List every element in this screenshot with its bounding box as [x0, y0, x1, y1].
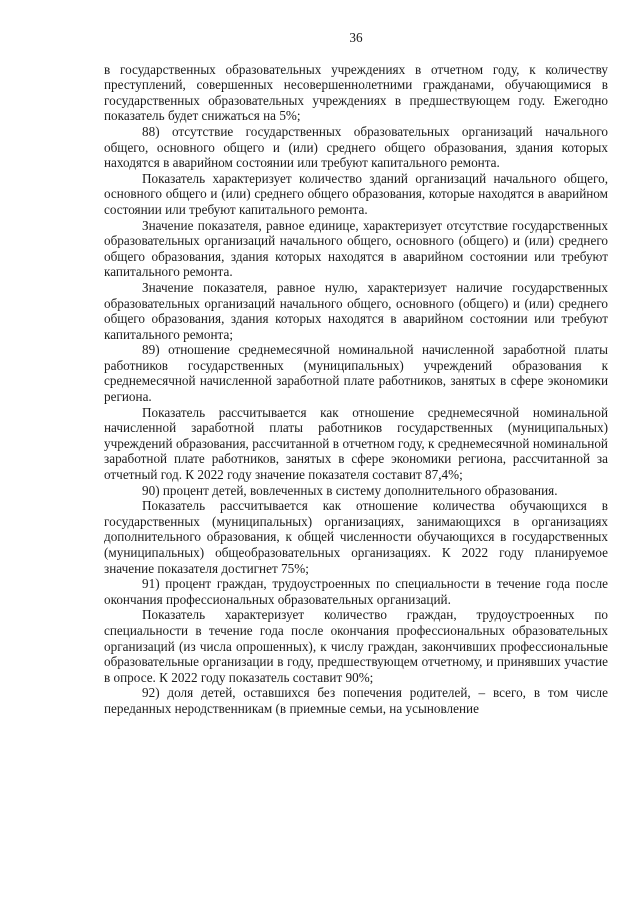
paragraph-88-description: Показатель характеризует количество зданий организаций начального общего, основного общего и (или) среднего общего образования, которые находятся в аварийном состоянии или требуют капитального ремонта. [104, 170, 608, 217]
paragraph-90-description: Показатель рассчитывается как отношение количества обучающихся в государственных (муниципальных) организациях, занимающихся в организациях дополнительного образования, к общей численности обучающихся в государственных (муниципальных) общеобразовательных организациях. К 2022 году планируемое значение показателя достигнет 75%; [104, 498, 608, 576]
paragraph-91-description: Показатель характеризует количество граждан, трудоустроенных по специальности в течение года после окончания профессиональных образовательных организаций (из числа опрошенных), к числу граждан, закончивших профессиональные образовательные организации в году, предшествующем отчетному, и принявших участие в опросе. К 2022 году показатель составит 90%; [104, 607, 608, 685]
paragraph-continuation: в государственных образовательных учреждениях в отчетном году, к количеству преступлений, совершенных несовершеннолетними гражданами, обучающимися в государственных образовательных учреждениях в предшествующем году. Ежегодно показатель будет снижаться на 5%; [104, 61, 608, 124]
paragraph-item-90: 90) процент детей, вовлеченных в систему дополнительного образования. [142, 482, 558, 498]
paragraph-88-value-zero: Значение показателя, равное нулю, характеризует наличие государственных образовательных организаций начального общего, основного (общего) и (или) среднего общего образования, здания которых находятся в аварийном состоянии или требуют капитального ремонта; [104, 279, 608, 342]
paragraph-item-92: 92) доля детей, оставшихся без попечения родителей, – всего, в том числе переданных неродственникам (в приемные семьи, на усыновление [104, 685, 608, 716]
paragraph-item-91: 91) процент граждан, трудоустроенных по специальности в течение года после окончания профессиональных образовательных организаций. [104, 576, 608, 607]
paragraph-89-description: Показатель рассчитывается как отношение среднемесячной номинальной начисленной заработной платы работников государственных (муниципальных) учреждений образования, рассчитанной в отчетном году, к среднемесячной номинальной заработной плате работников, занятых в сфере экономики региона, рассчитанной за отчетный год. К 2022 году значение показателя составит 87,4%; [104, 404, 608, 483]
paragraph-item-89: 89) отношение среднемесячной номинальной начисленной заработной платы работников государственных (муниципальных) учреждений образования к среднемесячной начисленной заработной плате работников, занятых в сфере экономики региона. [104, 342, 608, 405]
paragraph-88-value-one: Значение показателя, равное единице, характеризует отсутствие государственных образовательных организаций начального общего, основного (общего) и (или) среднего общего образования, здания которых находятся в аварийном состоянии или требуют капитального ремонта. [104, 217, 608, 280]
page-number: 36 [349, 30, 363, 45]
paragraph-item-88: 88) отсутствие государственных образовательных организаций начального общего, основного общего и (или) среднего общего образования, здания которых находятся в аварийном состоянии или требуют капитального ремонта. [104, 123, 608, 171]
